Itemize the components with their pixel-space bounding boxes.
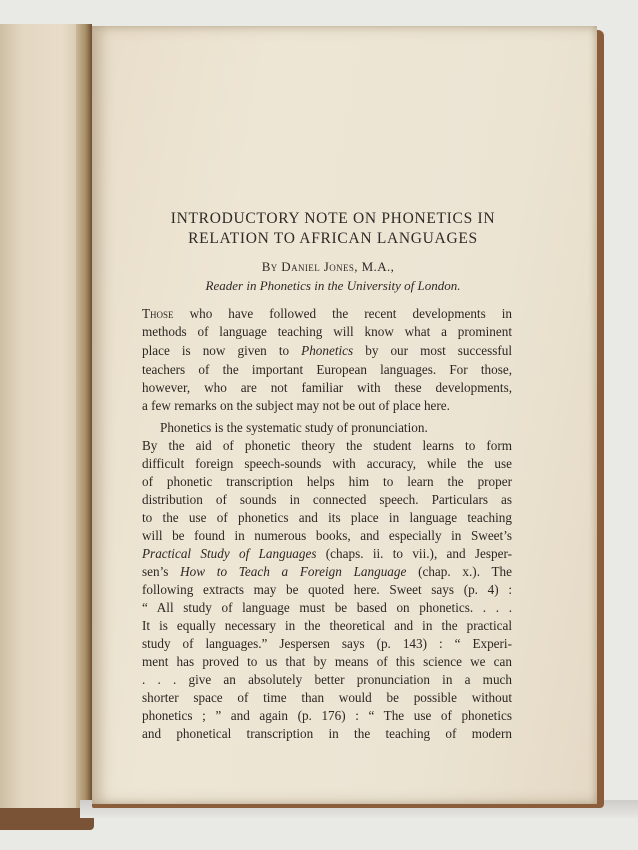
text-line: difficult foreign speech-sounds with accuracy, while the use xyxy=(142,456,512,471)
text-line: study of languages.” Jespersen says (p. 143) : “ Experi- xyxy=(142,636,512,651)
author-role: Reader in Phonetics in the University of London. xyxy=(205,278,461,293)
text-line: to the use of phonetics and its place in language teaching xyxy=(142,510,512,525)
text-fragment: by our most successful xyxy=(353,343,512,358)
text-line: of phonetic transcription helps him to learn the proper xyxy=(142,474,512,489)
book-spine-gutter xyxy=(76,24,92,824)
text-line: distribution of sounds in connected speech. Particulars as xyxy=(142,492,512,507)
author-line: By Daniel Jones, M.A., xyxy=(261,259,395,274)
text-line xyxy=(142,545,512,563)
text-line: It is equally necessary in the theoretical and in the practical xyxy=(142,618,512,633)
text-line: will be found in numerous books, and especially in Sweet’s xyxy=(142,528,512,543)
text-fragment: place is now given to xyxy=(142,343,302,358)
text-line: teachers of the important European languages. For those, xyxy=(142,362,512,377)
text-line: Phonetics is the systematic study of pronunciation. xyxy=(160,420,428,435)
text-line: methods of language teaching will know what a prominent xyxy=(142,324,512,339)
text-line: . . . give an absolutely better pronunciation in a much xyxy=(142,672,512,687)
left-page xyxy=(0,24,88,824)
text-fragment: (chaps. ii. to vii.), and Jesper- xyxy=(316,546,512,561)
text-fragment: who have followed the recent developments in xyxy=(173,306,512,321)
text-line xyxy=(142,305,512,323)
italic-term: Phonetics xyxy=(301,343,354,358)
text-fragment: sen’s xyxy=(142,564,181,579)
text-line: a few remarks on the subject may not be out of place here. xyxy=(142,398,450,413)
text-line: ment has proved to us that by means of this science we can xyxy=(142,654,512,669)
text-line: however, who are not familiar with these developments, xyxy=(142,380,512,395)
title-line-2: RELATION TO AFRICAN LANGUAGES xyxy=(188,230,478,247)
italic-book-title: How to Teach a Foreign Language xyxy=(180,564,407,579)
text-line: By the aid of phonetic theory the student learns to form xyxy=(142,438,512,453)
text-line: phonetics ; ” and again (p. 176) : “ The use of phonetics xyxy=(142,708,512,723)
text-line: “ All study of language must be based on phonetics. . . . xyxy=(142,600,512,615)
text-line: and phonetical transcription in the teaching of modern xyxy=(142,726,512,741)
text-fragment: (chap. x.). The xyxy=(406,564,512,579)
text-line xyxy=(142,563,512,581)
title-line-1: INTRODUCTORY NOTE ON PHONETICS IN xyxy=(170,210,496,227)
italic-book-title: Practical Study of Languages xyxy=(142,546,317,561)
text-line: shorter space of time than would be possible without xyxy=(142,690,512,705)
text-line: following extracts may be quoted here. Sweet says (p. 4) : xyxy=(142,582,512,597)
text-line xyxy=(142,342,512,360)
drop-small-caps: Those xyxy=(142,306,174,321)
